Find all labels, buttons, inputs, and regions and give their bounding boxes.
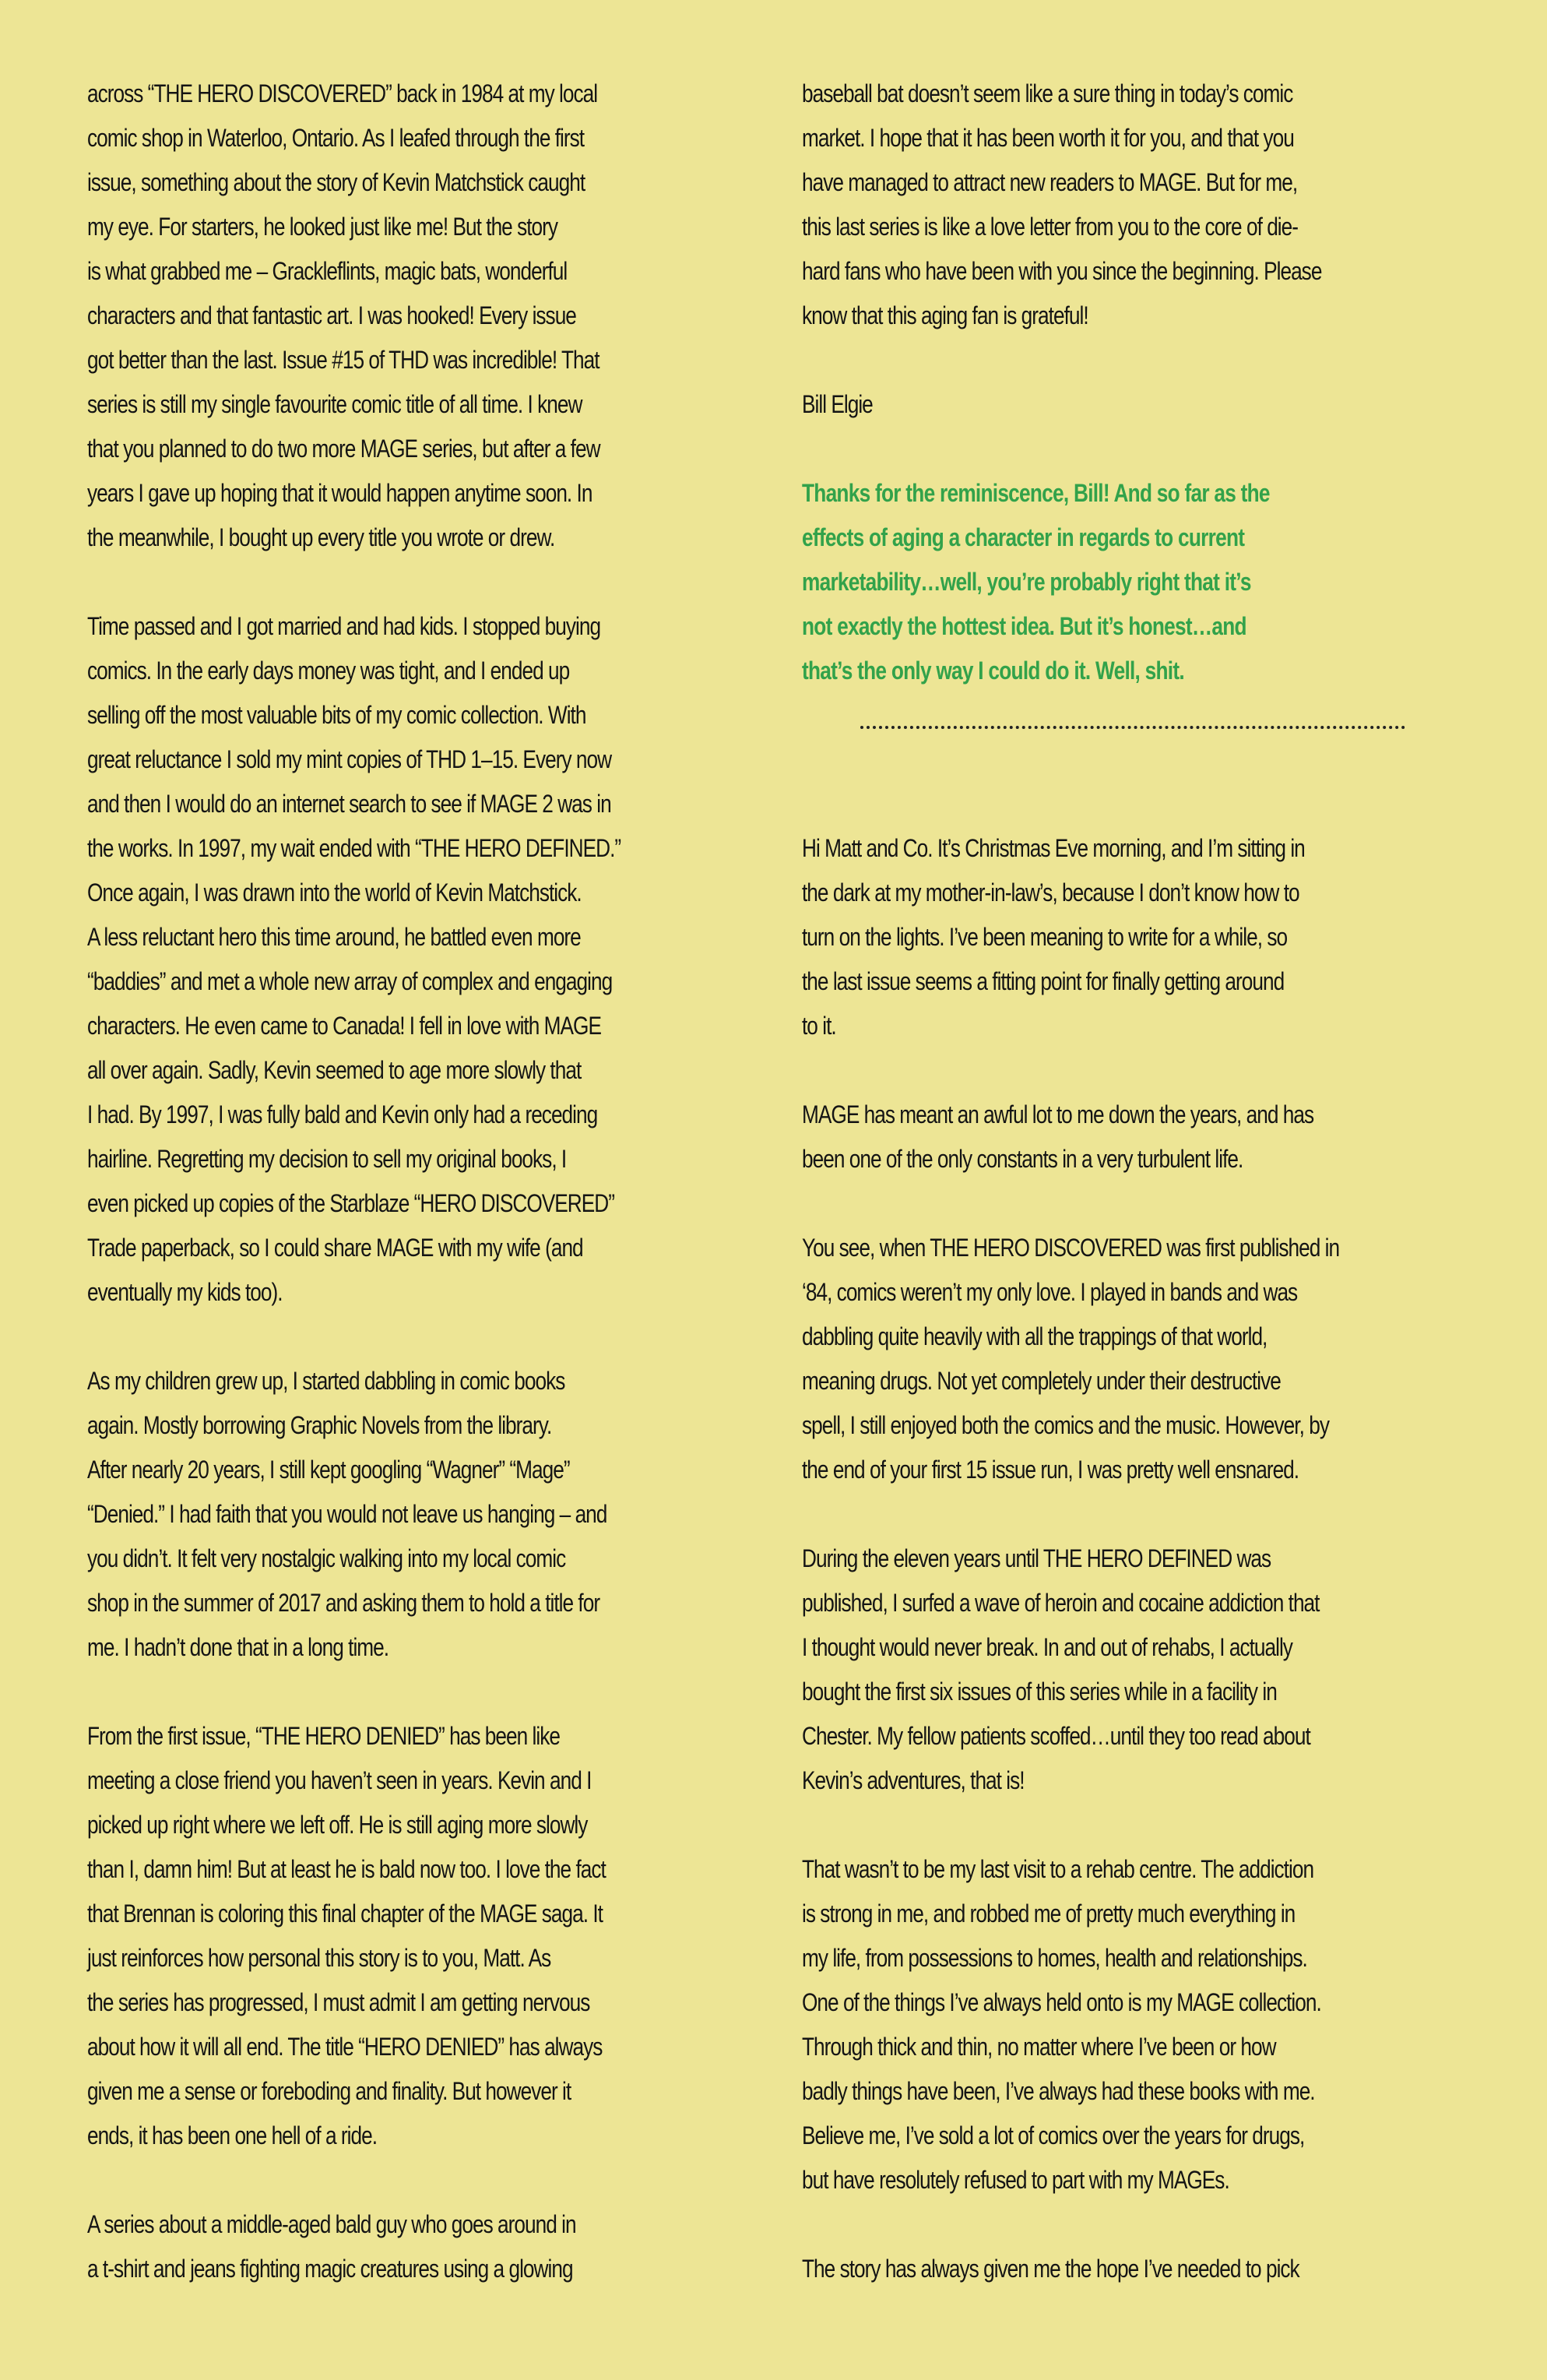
text-line: Believe me, I’ve sold a lot of comics over the years for drugs,	[802, 2121, 1305, 2149]
letter-paragraph	[802, 2247, 1471, 2291]
text-line: ‘84, comics weren’t my only love. I played in bands and was	[802, 1278, 1298, 1306]
text-line: hairline. Regretting my decision to sell my original books, I	[87, 1145, 567, 1173]
dotted-divider	[802, 693, 1471, 738]
text-line: That wasn’t to be my last visit to a rehab centre. The addiction	[802, 1855, 1314, 1883]
text-line: comic shop in Waterloo, Ontario. As I leafed through the first	[87, 124, 585, 152]
text-line: meaning drugs. Not yet completely under their destructive	[802, 1367, 1281, 1395]
text-line: is what grabbed me – Grackleflints, magic bats, wonderful	[87, 257, 568, 285]
text-line: “Denied.” I had faith that you would not leave us hanging – and	[87, 1500, 607, 1528]
paragraph-gap	[802, 2202, 1471, 2247]
text-line: I had. By 1997, I was fully bald and Kevin only had a receding	[87, 1100, 598, 1128]
text-line: market. I hope that it has been worth it for you, and that you	[802, 124, 1294, 152]
text-line: know that this aging fan is grateful!	[802, 301, 1088, 329]
text-line: Chester. My fellow patients scoffed…until they too read about	[802, 1722, 1310, 1750]
text-line: Trade paperback, so I could share MAGE with my wife (and	[87, 1234, 583, 1262]
text-line: A less reluctant hero this time around, he battled even more	[87, 923, 581, 951]
text-line: bought the first six issues of this series while in a facility in	[802, 1678, 1277, 1706]
reply-line: not exactly the hottest idea. But it’s honest…and	[802, 612, 1246, 640]
reply-line: effects of aging a character in regards to current	[802, 523, 1245, 551]
text-line: Time passed and I got married and had kids. I stopped buying	[87, 612, 601, 640]
signature-line: Bill Elgie	[802, 390, 873, 418]
text-line: my life, from possessions to homes, health and relationships.	[802, 1944, 1307, 1972]
letter-paragraph	[802, 826, 1471, 1048]
letter-paragraph	[802, 1093, 1471, 1181]
divider-dots	[860, 726, 1405, 729]
letter-paragraph	[87, 604, 757, 1315]
text-line: spell, I still enjoyed both the comics and the music. However, by	[802, 1411, 1329, 1439]
text-line: that Brennan is coloring this final chapter of the MAGE saga. It	[87, 1899, 603, 1928]
text-line: just reinforces how personal this story is to you, Matt. As	[87, 1944, 551, 1972]
text-line: the meanwhile, I bought up every title you wrote or drew.	[87, 523, 555, 551]
text-line: my eye. For starters, he looked just like me! But the story	[87, 213, 558, 241]
right-column	[802, 72, 1471, 2291]
text-line: After nearly 20 years, I still kept googling “Wagner” “Mage”	[87, 1456, 570, 1484]
text-line: me. I hadn’t done that in a long time.	[87, 1633, 389, 1661]
text-line: issue, something about the story of Kevin Matchstick caught	[87, 168, 585, 196]
paragraph-gap	[802, 338, 1471, 382]
text-line: Through thick and thin, no matter where I’ve been or how	[802, 2033, 1276, 2061]
text-line: the series has progressed, I must admit I am getting nervous	[87, 1988, 590, 2016]
text-line: baseball bat doesn’t seem like a sure thing in today’s comic	[802, 79, 1293, 107]
paragraph-gap	[802, 1803, 1471, 1847]
text-line: shop in the summer of 2017 and asking them to hold a title for	[87, 1589, 600, 1617]
letter-paragraph	[87, 1714, 757, 2158]
letter-paragraph	[802, 1226, 1471, 1492]
text-line: Kevin’s adventures, that is!	[802, 1766, 1025, 1794]
text-line: hard fans who have been with you since the beginning. Please	[802, 257, 1322, 285]
text-line: years I gave up hoping that it would happen anytime soon. In	[87, 479, 592, 507]
text-line: great reluctance I sold my mint copies of THD 1–15. Every now	[87, 745, 612, 773]
text-line: ends, it has been one hell of a ride.	[87, 2121, 378, 2149]
paragraph-gap	[87, 560, 757, 604]
text-line: As my children grew up, I started dabbling in comic books	[87, 1367, 565, 1395]
text-line: comics. In the early days money was tight, and I ended up	[87, 657, 570, 685]
text-line: I thought would never break. In and out of rehabs, I actually	[802, 1633, 1292, 1661]
paragraph-gap	[802, 1048, 1471, 1093]
paragraph-gap	[802, 1181, 1471, 1226]
letter-paragraph	[87, 72, 757, 560]
text-line: Hi Matt and Co. It’s Christmas Eve morning, and I’m sitting in	[802, 834, 1305, 862]
paragraph-gap	[802, 782, 1471, 826]
text-line: dabbling quite heavily with all the trappings of that world,	[802, 1322, 1267, 1350]
text-line: again. Mostly borrowing Graphic Novels from the library.	[87, 1411, 552, 1439]
letter-paragraph	[87, 1359, 757, 1670]
text-line: about how it will all end. The title “HERO DENIED” has always	[87, 2033, 603, 2061]
paragraph-gap	[802, 427, 1471, 471]
text-line: this last series is like a love letter from you to the core of die-	[802, 213, 1299, 241]
paragraph-gap	[87, 1670, 757, 1714]
text-line: picked up right where we left off. He is still aging more slowly	[87, 1811, 588, 1839]
paragraph-gap	[87, 1315, 757, 1359]
text-line: badly things have been, I’ve always had these books with me.	[802, 2077, 1315, 2105]
text-line: all over again. Sadly, Kevin seemed to age more slowly that	[87, 1056, 582, 1084]
text-line: to it.	[802, 1012, 836, 1040]
text-line: One of the things I’ve always held onto is my MAGE collection.	[802, 1988, 1321, 2016]
text-line: that you planned to do two more MAGE series, but after a few	[87, 435, 600, 463]
text-line: MAGE has meant an awful lot to me down the years, and has	[802, 1100, 1314, 1128]
reply-line: marketability…well, you’re probably right that it’s	[802, 568, 1251, 596]
text-line: The story has always given me the hope I’ve needed to pick	[802, 2255, 1299, 2283]
text-line: is strong in me, and robbed me of pretty much everything in	[802, 1899, 1296, 1928]
text-line: eventually my kids too).	[87, 1278, 283, 1306]
paragraph-gap	[802, 738, 1471, 782]
text-line: characters. He even came to Canada! I fell in love with MAGE	[87, 1012, 601, 1040]
text-line: given me a sense or foreboding and finality. But however it	[87, 2077, 571, 2105]
letter-paragraph	[802, 1847, 1471, 2202]
text-line: turn on the lights. I’ve been meaning to write for a while, so	[802, 923, 1288, 951]
letter-paragraph	[802, 1537, 1471, 1803]
text-line: published, I surfed a wave of heroin and cocaine addiction that	[802, 1589, 1320, 1617]
text-line: A series about a middle-aged bald guy who goes around in	[87, 2210, 576, 2238]
text-line: than I, damn him! But at least he is bald now too. I love the fact	[87, 1855, 606, 1883]
text-line: the dark at my mother-in-law’s, because I don’t know how to	[802, 878, 1299, 907]
text-line: the works. In 1997, my wait ended with “THE HERO DEFINED.”	[87, 834, 621, 862]
reply-line: Thanks for the reminiscence, Bill! And so far as the	[802, 479, 1270, 507]
letter-paragraph	[802, 72, 1471, 338]
paragraph-gap	[87, 2158, 757, 2202]
text-line: the end of your first 15 issue run, I was pretty well ensnared.	[802, 1456, 1299, 1484]
text-line: a t-shirt and jeans fighting magic creatures using a glowing	[87, 2255, 573, 2283]
editor-reply	[802, 471, 1471, 693]
text-line: been one of the only constants in a very turbulent life.	[802, 1145, 1243, 1173]
text-line: During the eleven years until THE HERO DEFINED was	[802, 1544, 1271, 1572]
text-line: series is still my single favourite comic title of all time. I knew	[87, 390, 582, 418]
text-line: you didn’t. It felt very nostalgic walking into my local comic	[87, 1544, 566, 1572]
reply-line: that’s the only way I could do it. Well, shit.	[802, 657, 1184, 685]
letter-signature	[802, 382, 1471, 427]
text-line: and then I would do an internet search to see if MAGE 2 was in	[87, 790, 611, 818]
left-column	[87, 72, 757, 2291]
text-line: “baddies” and met a whole new array of complex and engaging	[87, 967, 613, 995]
text-line: From the first issue, “THE HERO DENIED” has been like	[87, 1722, 560, 1750]
text-line: Once again, I was drawn into the world of Kevin Matchstick.	[87, 878, 582, 907]
text-line: the last issue seems a fitting point for finally getting around	[802, 967, 1285, 995]
text-line: meeting a close friend you haven’t seen in years. Kevin and I	[87, 1766, 592, 1794]
text-line: characters and that fantastic art. I was hooked! Every issue	[87, 301, 576, 329]
text-line: have managed to attract new readers to MAGE. But for me,	[802, 168, 1298, 196]
text-line: but have resolutely refused to part with my MAGEs.	[802, 2166, 1229, 2194]
paragraph-gap	[802, 1492, 1471, 1537]
text-line: across “THE HERO DISCOVERED” back in 1984 at my local	[87, 79, 598, 107]
text-line: even picked up copies of the Starblaze “HERO DISCOVERED”	[87, 1189, 615, 1217]
letter-paragraph	[87, 2202, 757, 2291]
text-line: selling off the most valuable bits of my comic collection. With	[87, 701, 586, 729]
text-line: You see, when THE HERO DISCOVERED was first published in	[802, 1234, 1340, 1262]
text-line: got better than the last. Issue #15 of THD was incredible! That	[87, 346, 599, 374]
